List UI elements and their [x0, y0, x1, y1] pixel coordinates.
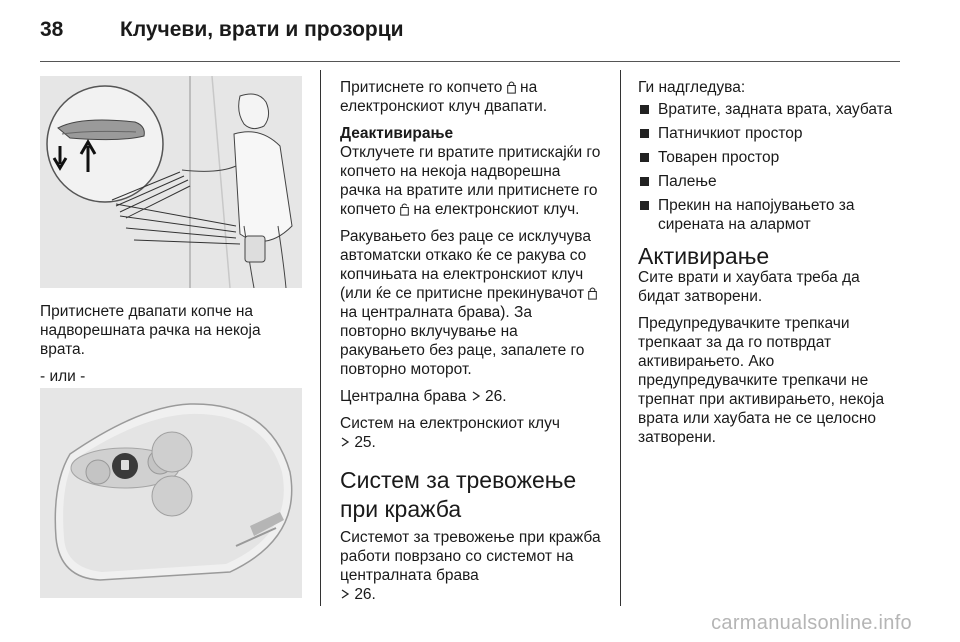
door-handle-drawing [40, 76, 302, 288]
activation-text-1: Сите врати и хаубата треба да бидат затворени. [638, 269, 860, 305]
ref-central-lock[interactable]: Централна брава 26. [340, 388, 507, 405]
list-item: Палење [638, 172, 900, 191]
page-reference-icon [340, 437, 350, 447]
door-handle-illustration [40, 76, 302, 288]
page-reference-icon [340, 589, 350, 599]
column-1 [40, 302, 302, 394]
press-key-text: Притиснете го копчето на електронскиот клуч двапати. [340, 79, 548, 115]
list-item: Вратите, задната врата, хаубата [638, 100, 900, 119]
alarm-system-text: Системот за тревожење при кражба работи поврзано со системот на централната брава 26. [340, 529, 601, 603]
bullet-icon [640, 201, 649, 210]
unlock-icon [400, 202, 409, 216]
or-text: - или - [40, 368, 86, 385]
list-item: Товарен простор [638, 148, 900, 167]
deactivation-text: Отклучете ги вратите притискајќи го копчето на некоја надворешна рачка на вратите или притиснете го копчето на електронскиот клуч. [340, 144, 601, 218]
lock-icon [507, 80, 516, 94]
bullet-icon [640, 129, 649, 138]
electronic-key-illustration [40, 388, 302, 598]
list-item: Патничкиот простор [638, 124, 900, 143]
page-number: 38 [40, 18, 64, 41]
activation-text-2: Предупредувачките трепкачи трепкаат за да го потврдат активирањето. Ако предупредувачките трепкачи не трепнат при активирањето, некоја врата или хаубата не се целосно затворени. [638, 315, 885, 446]
key-card-drawing [40, 388, 302, 598]
alarm-system-heading: Систем за тревожење при кражба [340, 467, 577, 522]
bullet-icon [640, 105, 649, 114]
bullet-icon [640, 177, 649, 186]
bullet-icon [640, 153, 649, 162]
column-3 [638, 78, 900, 455]
column-2 [340, 78, 602, 612]
page-reference-icon [471, 391, 481, 401]
header-rule [40, 61, 900, 62]
monitors-intro: Ги надгледува: [638, 79, 746, 96]
handsfree-text: Ракувањето без раце се исклучува автоматски откако ќе се ракува со копчињата на електронскиот клуч (или ќе се притисне прекинувачот на централната брава). За повторно вклучување на ракувањето без раце, запалете го повторно моторот. [340, 227, 602, 379]
activation-heading: Активирање [638, 243, 770, 269]
caption-press-handle: Притиснете двапати копче на надворешната рачка на некоја врата. [40, 303, 261, 358]
deactivation-heading: Деактивирање [340, 125, 454, 142]
page-header [40, 18, 900, 54]
chapter-title: Клучеви, врати и прозорци [120, 18, 404, 41]
monitored-list [638, 100, 900, 234]
list-item: Прекин на напојувањето за сирената на алармот [638, 196, 900, 234]
watermark: carmanualsonline.info [711, 612, 912, 634]
column-divider-2 [620, 70, 621, 606]
ref-electronic-key[interactable]: Систем на електронскиот клуч 25. [340, 415, 560, 451]
central-lock-icon [588, 286, 597, 300]
column-divider-1 [320, 70, 321, 606]
